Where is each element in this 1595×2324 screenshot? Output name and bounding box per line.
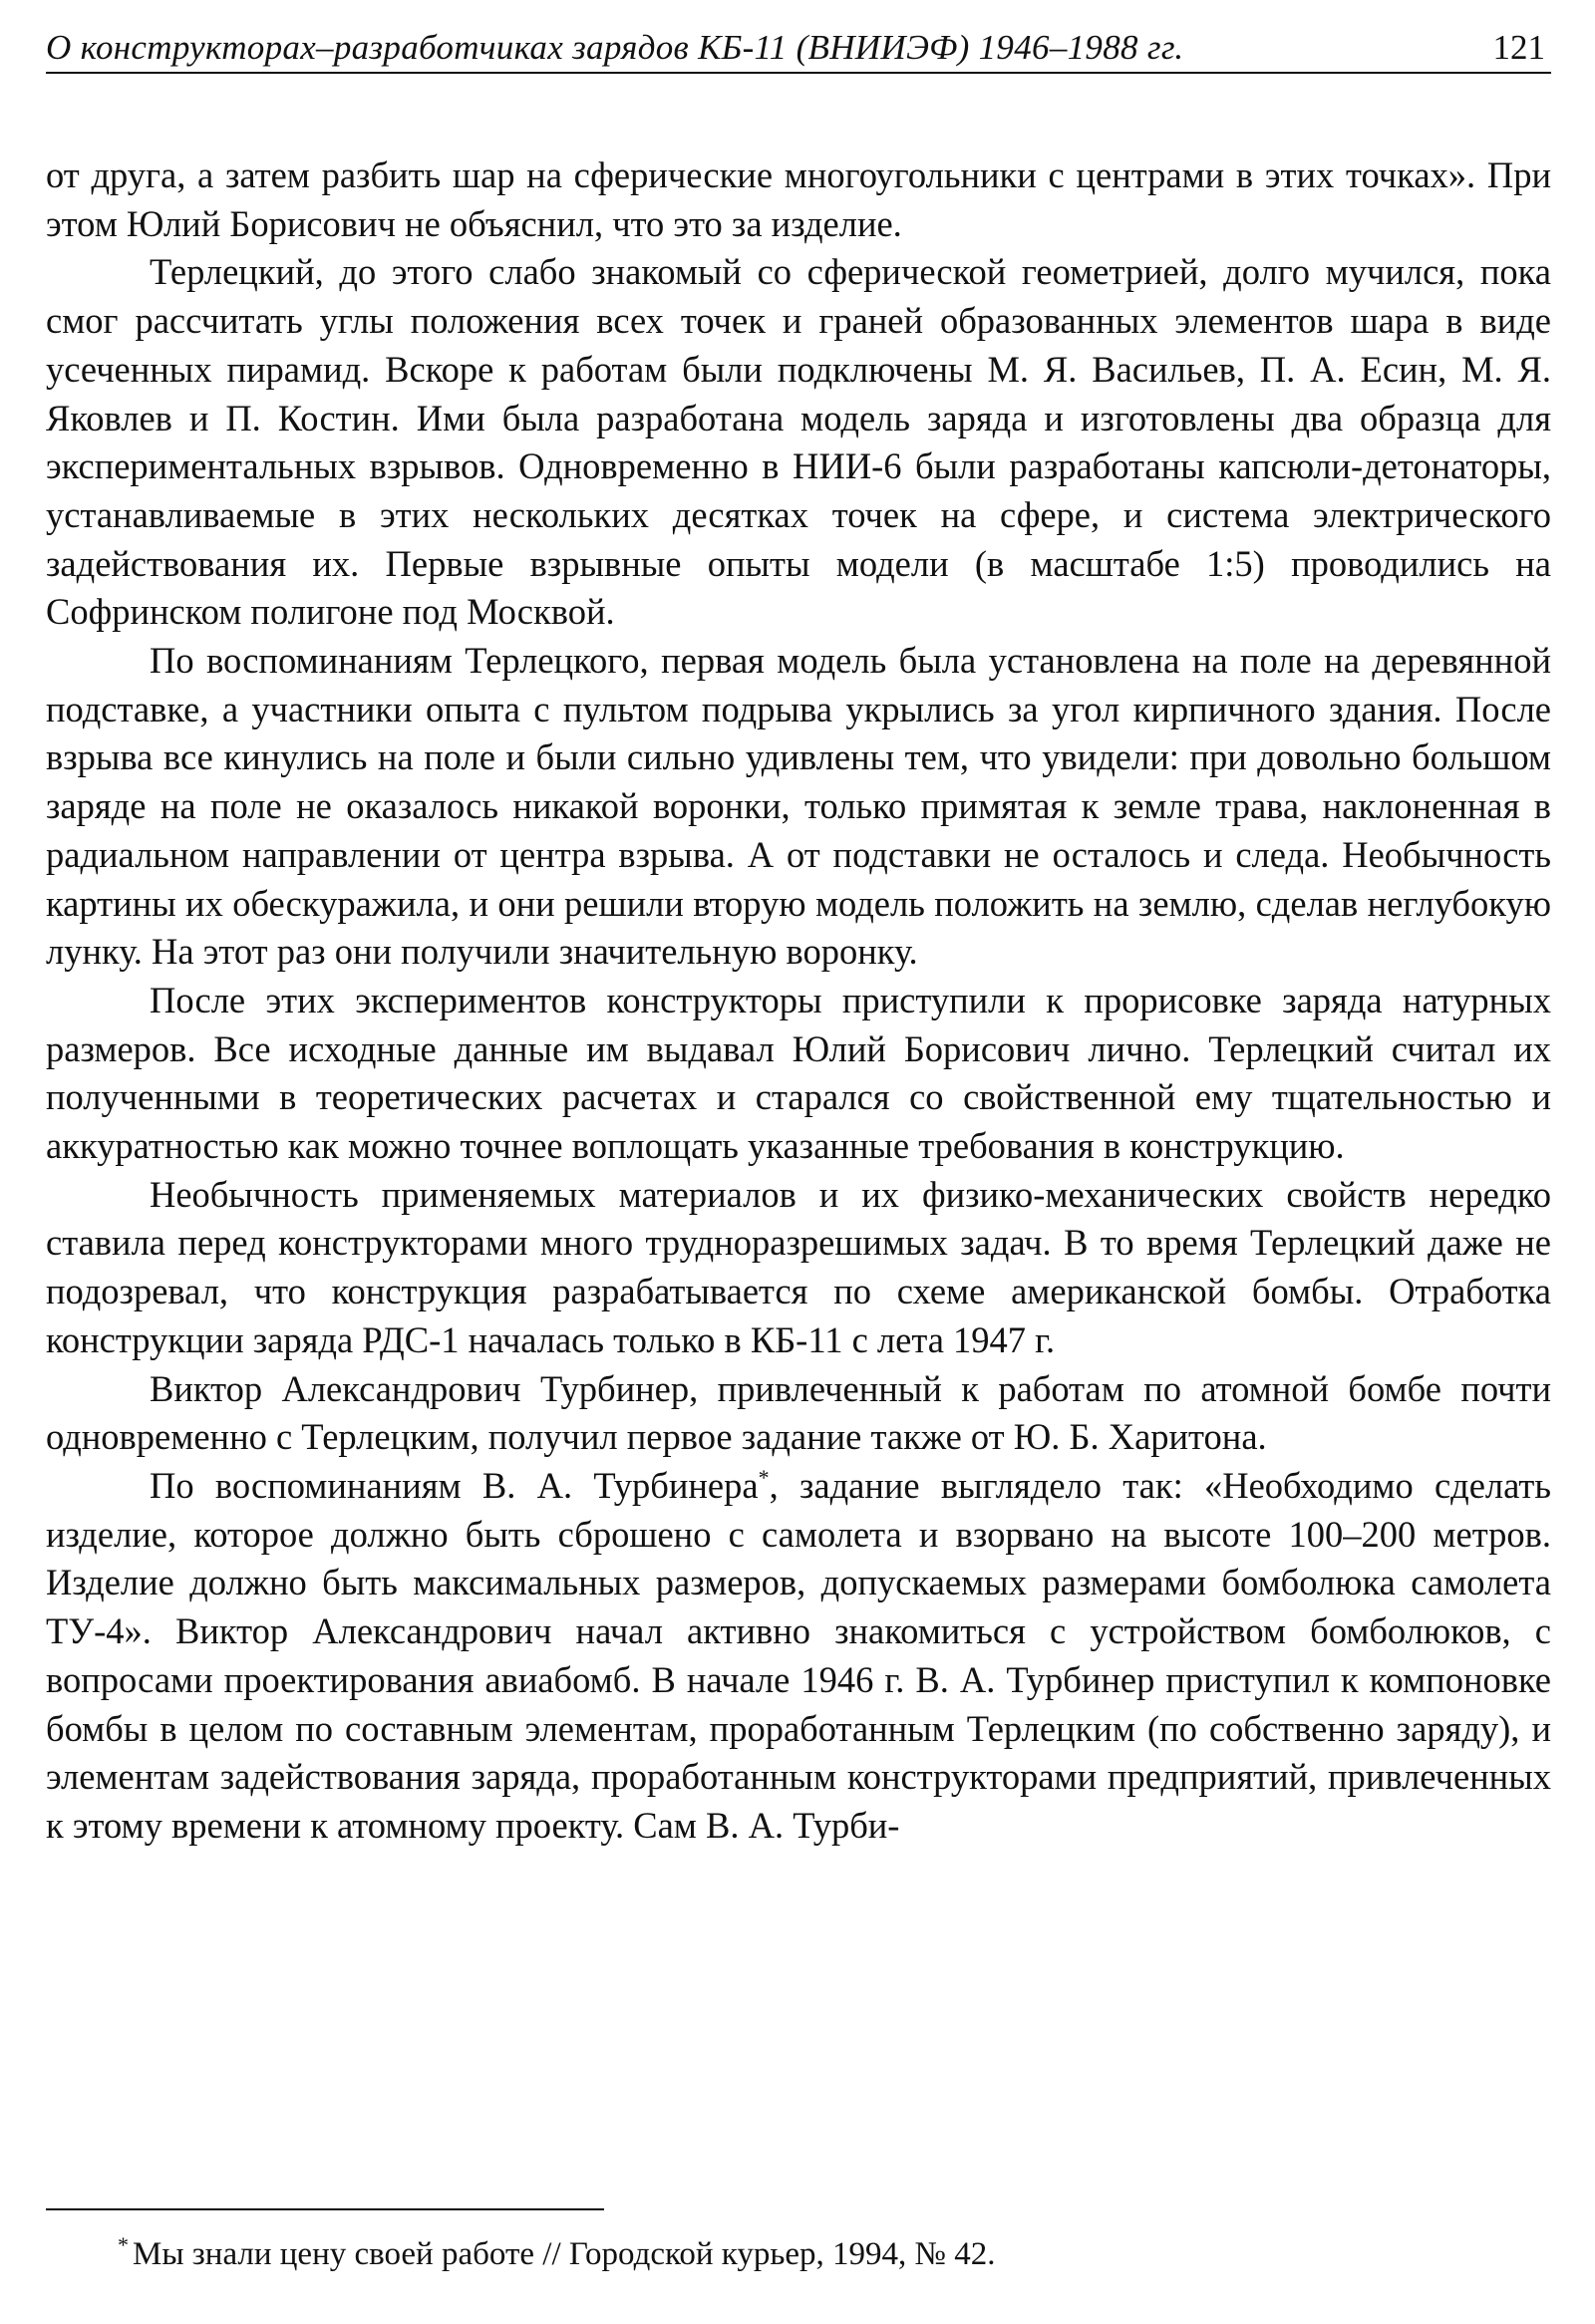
footnote-mark: * (118, 2232, 129, 2257)
paragraph: Терлецкий, до этого слабо знакомый со сферической геометрией, долго мучился, пока смог рассчитать углы положения всех точек и граней образованных элементов шара в виде усеченных пирамид. Вскоре к работам были подключены М. Я. Васильев, П. А. Есин, М. Я. Яковлев и П. Костин. Ими была разработана модель заряда и изготовлены два образца для экспериментальных взрывов. Одновременно в НИИ-6 были разработаны капсюли-детонаторы, устанавливаемые в этих нескольких десятках точек на сфере, и система электрического задействования их. Первые взрывные опыты модели (в масштабе 1:5) проводились на Софринском полигоне под Москвой. (46, 251, 1551, 633)
paragraph: Необычность применяемых материалов и их физико-механических свойств нередко ставила перед конструкторами много трудноразрешимых задач. В то время Терлецкий даже не подозревал, что конструкция разрабатывается по схеме американской бомбы. Отработка конструкции заряда РДС-1 началась только в КБ-11 с лета 1947 г. (46, 1173, 1551, 1360)
footnote (118, 2234, 996, 2274)
paragraph: По воспоминаниям Терлецкого, первая модель была установлена на поле на деревянной подставке, а участники опыта с пультом подрыва укрылись за угол кирпичного здания. После взрыва все кинулись на поле и были сильно удивлены тем, что увидели: при довольно большом заряде на поле не оказалось никакой воронки, только примятая к земле трава, наклоненная в радиальном направлении от центра взрыва. А от подставки не осталось и следа. Необычность картины их обескуражила, и они решили вторую модель положить на землю, сделав неглубокую лунку. На этот раз они получили значительную воронку. (46, 640, 1551, 973)
paragraph: После этих экспериментов конструкторы приступили к прорисовке заряда натурных размеров. Все исходные данные им выдавал Юлий Борисович лично. Терлецкий считал их полученными в теоретических расчетах и старался со свойственной ему тщательностью и аккуратностью как можно точнее воплощать указанные требования в конструкцию. (46, 979, 1551, 1167)
body-text (46, 151, 1551, 1851)
running-header (46, 22, 1551, 74)
book-page (46, 22, 1551, 2304)
footnote-text: Мы знали цену своей работе // Городской курьер, 1994, № 42. (133, 2236, 996, 2272)
paragraph-text-start: По воспоминаниям В. А. Турбинера (150, 1464, 759, 1506)
paragraph-continuation: от друга, а затем разбить шар на сферические многоугольники с центрами в этих точках». При этом Юлий Борисович не объяснил, что это за изделие. (46, 154, 1551, 244)
footnote-reference-mark: * (758, 1464, 770, 1490)
paragraph: Виктор Александрович Турбинер, привлеченный к работам по атомной бомбе почти одновременно с Терлецким, получил первое задание также от Ю. Б. Харитона. (46, 1367, 1551, 1458)
page-number: 121 (1492, 28, 1545, 67)
running-title: О конструкторах–разработчиках зарядов КБ-11 (ВНИИЭФ) 1946–1988 гг. (46, 28, 1184, 67)
paragraph-with-footnote-ref (46, 1462, 1551, 1851)
footnote-divider (46, 2208, 604, 2210)
paragraph-text-end: , задание выглядело так: «Необходимо сделать изделие, которое должно быть сброшено с самолета и взорвано на высоте 100–200 метров. Изделие должно быть максимальных размеров, допускаемых размерами бомболюка самолета ТУ-4». Виктор Александрович начал активно знакомиться с устройством бомболюков, с вопросами проектирования авиабомб. В начале 1946 г. В. А. Турбинер приступил к компоновке бомбы в целом по составным элементам, проработанным Терлецким (по собственно заряду), и элементам задействования заряда, проработанным конструкторами предприятий, привлеченных к этому времени к атомному проекту. Сам В. А. Турби- (46, 1464, 1551, 1846)
